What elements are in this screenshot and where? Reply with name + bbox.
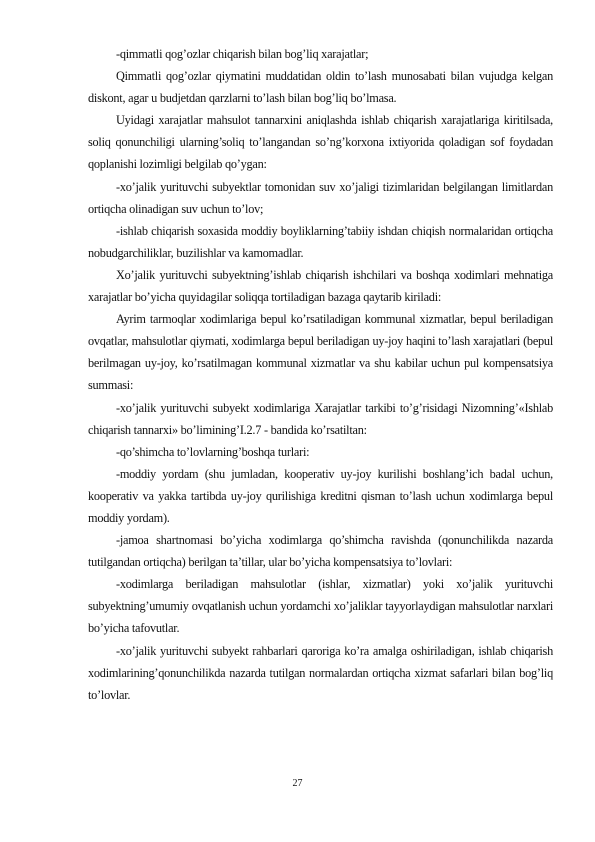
- paragraph: Qimmatli qog’ozlar qiymatini muddatidan oldin to’lash munosabati bilan vujudga kelgan diskont, agar u budjetdan qarzlarni to’lash bilan bog’liq bo’lmasa.: [88, 69, 553, 106]
- paragraph: -xo’jalik yurituvchi subyektlar tomonidan suv xo’jaligi tizimlaridan belgilangan limitlardan ortiqcha olinadigan suv uchun to’lov;: [88, 179, 553, 216]
- paragraph: Uyidagi xarajatlar mahsulot tannarxini aniqlashda ishlab chiqarish xarajatlariga kiritilsada, soliq qonunchiligi ularning’soliq to’langandan so’ng’korxona ixtiyorida qoladigan sof foydadan qoplanishi lozimligi belgilab qo’ygan:: [88, 113, 553, 172]
- paragraph: -xo’jalik yurituvchi subyekt xodimlariga Xarajatlar tarkibi to’g’risidagi Nizomning’«Ishlab chiqarish tannarxi» bo’limining’I.2.7 - bandida ko’rsatiltan:: [88, 400, 553, 437]
- paragraph: -moddiy yordam (shu jumladan, kooperativ uy-joy kurilishi boshlang’ich badal uchun, kooperativ va yakka tartibda uy-joy qurilishiga kreditni qisman to’lash uchun xodimlarga bepul moddiy yordam).: [88, 466, 553, 525]
- paragraph: -xodimlarga beriladigan mahsulotlar (ishlar, xizmatlar) yoki xo’jalik yurituvchi subyektning’umumiy ovqatlanish uchun yordamchi xo’jaliklar tayyorlaydigan mahsulotlar narxlari bo’yicha tafovutlar.: [88, 577, 553, 636]
- page-number: 27: [292, 778, 303, 789]
- paragraph: -qimmatli qog’ozlar chiqarish bilan bog’liq xarajatlar;: [116, 47, 369, 61]
- paragraph: -xo’jalik yurituvchi subyekt rahbarlari qaroriga ko’ra amalga oshiriladigan, ishlab chiqarish xodimlarining’qonunchilikda nazarda tutilgan normalardan ortiqcha xizmat safarlari bilan bog’liq to’lovlar.: [88, 643, 553, 702]
- paragraph: -ishlab chiqarish soxasida moddiy boyliklarning’tabiiy ishdan chiqish normalaridan ortiqcha nobudgarchiliklar, buzilishlar va kamomadlar.: [88, 223, 553, 260]
- paragraph: -jamoa shartnomasi bo’yicha xodimlarga qo’shimcha ravishda (qonunchilikda nazarda tutilgandan ortiqcha) berilgan ta’tillar, ular bo’yicha kompensatsiya to’lovlari:: [88, 533, 553, 570]
- document-page: [88, 43, 553, 706]
- paragraph: Xo’jalik yurituvchi subyektning’ishlab chiqarish ishchilari va boshqa xodimlari mehnatiga xarajatlar bo’yicha quyidagilar soliqqa tortiladigan bazaga qaytarib kiriladi:: [88, 267, 553, 305]
- paragraph: -qo’shimcha to’lovlarning’boshqa turlari:: [116, 444, 310, 459]
- paragraph: Ayrim tarmoqlar xodimlariga bepul ko’rsatiladigan kommunal xizmatlar, bepul beriladigan ovqatlar, mahsulotlar qiymati, xodimlarga bepul beriladigan uy-joy haqini to’lash xarajatlari (bepul berilmagan uy-joy, ko’rsatilmagan kommunal xizmatlar va shu kabilar uchun pul kompensatsiya summasi:: [88, 312, 553, 393]
